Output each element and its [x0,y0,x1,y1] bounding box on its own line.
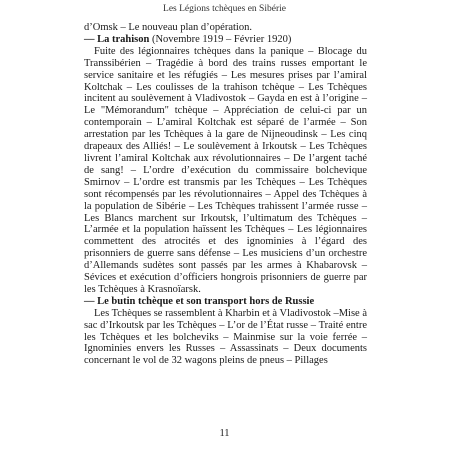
section-body-butin: Les Tchèques se rassemblent à Kharbin et à Vladivostok –Mise à sac d’Irkoutsk par les Tchèques – L’or de l’État russe – Traité entre les Tchèques et les bolcheviks – Mainmise sur la voie ferrée – Ignominies envers les Russes – Assassinats – Deux documents concernant le vol de 32 wagons pleins de pneus – Pillages [84,307,367,367]
section-heading-trahison [84,34,367,46]
running-header: Les Légions tchèques en Sibérie [163,4,286,14]
section-title-butin: — Le butin tchèque et son transport hors de Russie [84,295,315,307]
page-number: 11 [219,428,230,439]
section-heading-butin [84,296,367,308]
page-text [84,22,367,367]
section-dates: (Novembre 1919 – Février 1920) [149,33,292,45]
section-title-trahison: — La trahison [84,33,150,45]
section-body-trahison: Fuite des légionnaires tchèques dans la panique – Blocage du Transsibérien – Tragédie à bord des trains russes emportant le service sanitaire et les réfugiés – Les mesures prises par l’amiral Koltchak – Les coulisses de la trahison tchèque – Les Tchèques incitent au soulèvement à Vladivostok – Gayda en est à l’origine – Le "Mémorandum" tchèque – Appréciation de celui-ci par un contemporain – L’amiral Koltchak est séparé de l’armée – Son arrestation par les Tchèques à la gare de Nijneoudinsk – Les cinq drapeaux des Alliés! – Le soulèvement à Irkoutsk – Les Tchèques livrent l’amiral Koltchak aux révolutionnaires – De l’argent taché de sang! – L’ordre d’exécution du commissaire bolchevique Smirnov – L’ordre est transmis par les Tchèques – Les Tchèques sont récompensés par les révolutionnaires – Appel des Tchèques à la population de Sibérie – Les Tchèques trahissent l’armée russe – Les Blancs marchent sur Irkoutsk, l’ultimatum des Tchèques – L’armée et la population haïssent les Tchèques – Les légionnaires commettent des atrocités et des ignominies à l’égard des prisonniers de guerre sans défense – Les musiciens d’un orchestre d’Allemands sudètes sont passés par les armes à Khabarovsk – Sévices et exécution d’officiers hongrois prisonniers de guerre par les Tchèques à Krasnoïarsk. [84,45,367,295]
intro-line: d’Omsk – Le nouveau plan d’opération. [84,22,252,33]
